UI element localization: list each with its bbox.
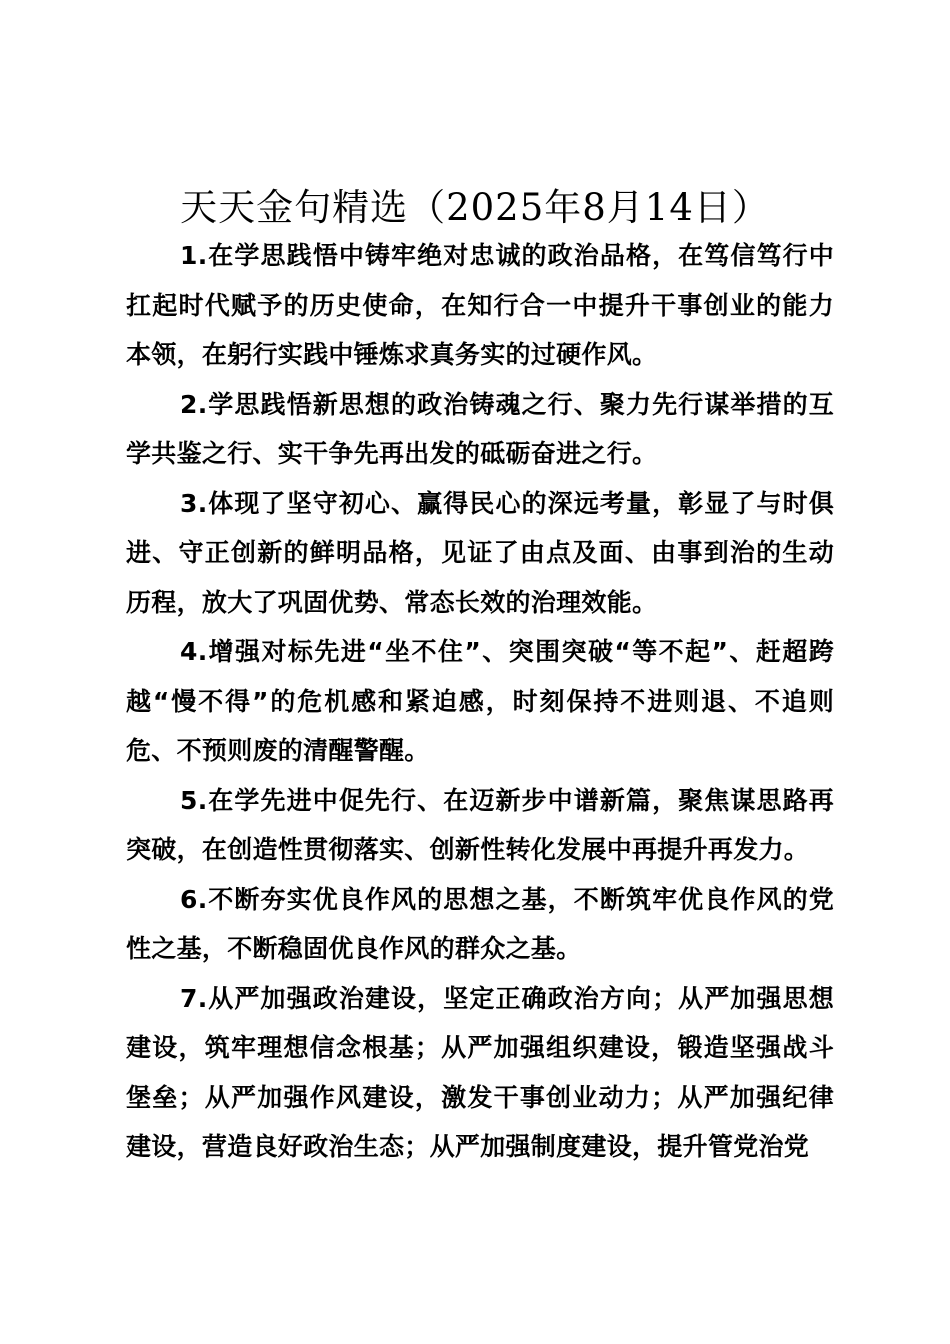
document-body — [126, 231, 834, 1172]
paragraph-4: 4.增强对标先进“坐不住”、突围突破“等不起”、赶超跨越“慢不得”的危机感和紧迫感，时刻保持不进则退、不追则危、不预则废的清醒警醒。 — [126, 637, 834, 765]
paragraph-5: 5.在学先进中促先行、在迈新步中谱新篇，聚焦谋思路再突破，在创造性贯彻落实、创新性转化发展中再提升再发力。 — [126, 785, 834, 864]
paragraph-6: 6.不断夯实优良作风的思想之基，不断筑牢优良作风的党性之基，不断稳固优良作风的群众之基。 — [126, 884, 834, 963]
paragraph-2: 2.学思践悟新思想的政治铸魂之行、聚力先行谋举措的互学共鉴之行、实干争先再出发的砥砺奋进之行。 — [126, 389, 834, 468]
paragraph-3: 3.体现了坚守初心、赢得民心的深远考量，彰显了与时俱进、守正创新的鲜明品格，见证了由点及面、由事到治的生动历程，放大了巩固优势、常态长效的治理效能。 — [126, 488, 834, 617]
paragraph-7: 7.从严加强政治建设，坚定正确政治方向；从严加强思想建设，筑牢理想信念根基；从严加强组织建设，锻造坚强战斗堡垒；从严加强作风建设，激发干事创业动力；从严加强纪律建设，营造良好政治生态；从严加强制度建设，提升管党治党 — [126, 983, 834, 1161]
paragraph-1: 1.在学思践悟中铸牢绝对忠诚的政治品格，在笃信笃行中扛起时代赋予的历史使命，在知行合一中提升干事创业的能力本领，在躬行实践中锤炼求真务实的过硬作风。 — [126, 241, 834, 369]
document-title: 天天金句精选（2025年8月14日） — [180, 186, 770, 229]
